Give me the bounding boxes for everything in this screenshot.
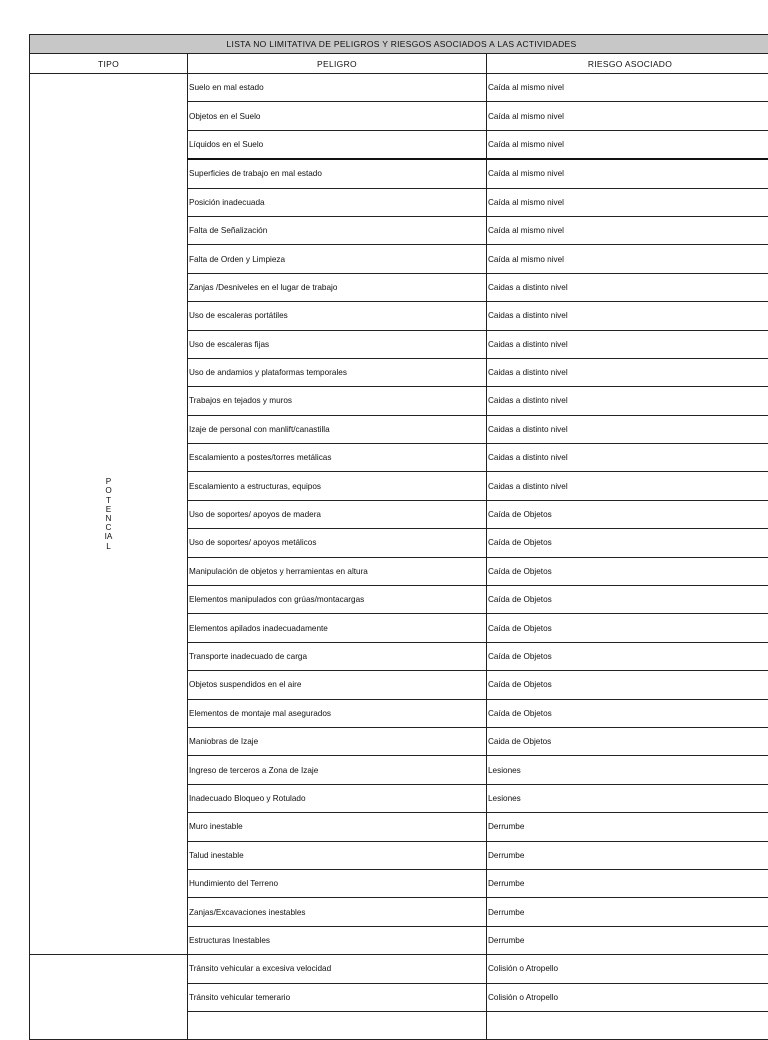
table-row <box>30 74 768 102</box>
peligro-cell <box>188 273 487 301</box>
riesgo-text: Caída al mismo nivel <box>487 226 768 235</box>
riesgo-text: Derrumbe <box>487 879 768 888</box>
peligro-text: Elementos manipulados con grúas/montacargas <box>188 595 486 604</box>
peligro-text: Zanjas/Excavaciones inestables <box>188 908 486 917</box>
riesgo-cell <box>487 869 768 897</box>
peligro-cell <box>188 472 487 500</box>
peligro-text: Falta de Orden y Limpieza <box>188 255 486 264</box>
riesgo-cell <box>487 841 768 869</box>
peligro-text: Líquidos en el Suelo <box>188 140 486 149</box>
riesgo-text: Caída al mismo nivel <box>487 112 768 121</box>
peligro-text: Izaje de personal con manlift/canastilla <box>188 425 486 434</box>
peligro-cell <box>188 756 487 784</box>
peligro-text: Uso de escaleras portátiles <box>188 311 486 320</box>
riesgo-text: Caidas a distinto nivel <box>487 368 768 377</box>
riesgo-cell <box>487 188 768 216</box>
peligro-cell <box>188 358 487 386</box>
peligro-cell <box>188 216 487 244</box>
riesgo-text: Lesiones <box>487 766 768 775</box>
table-title: LISTA NO LIMITATIVA DE PELIGROS Y RIESGOS ASOCIADOS A LAS ACTIVIDADES <box>30 35 768 54</box>
peligro-text: Escalamiento a postes/torres metálicas <box>188 453 486 462</box>
table-body <box>30 74 768 1040</box>
peligro-text: Hundimiento del Terreno <box>188 879 486 888</box>
riesgo-cell <box>487 216 768 244</box>
peligro-text: Trabajos en tejados y muros <box>188 396 486 405</box>
riesgo-text: Caída al mismo nivel <box>487 198 768 207</box>
riesgo-text: Derrumbe <box>487 851 768 860</box>
peligro-cell <box>188 841 487 869</box>
peligro-cell <box>188 898 487 926</box>
riesgo-text: Caidas a distinto nivel <box>487 453 768 462</box>
riesgo-text: Caidas a distinto nivel <box>487 340 768 349</box>
peligro-text: Muro inestable <box>188 822 486 831</box>
riesgo-text: Derrumbe <box>487 908 768 917</box>
riesgo-text: Caidas a distinto nivel <box>487 283 768 292</box>
peligro-text: Elementos de montaje mal asegurados <box>188 709 486 718</box>
peligro-cell <box>188 444 487 472</box>
peligro-cell <box>188 330 487 358</box>
riesgo-cell <box>487 926 768 954</box>
riesgo-cell <box>487 699 768 727</box>
riesgo-cell <box>487 330 768 358</box>
peligro-cell <box>188 983 487 1011</box>
peligro-cell <box>188 557 487 585</box>
peligro-text: Posición inadecuada <box>188 198 486 207</box>
riesgo-text: Caída de Objetos <box>487 567 768 576</box>
riesgo-cell <box>487 245 768 273</box>
peligro-text: Talud inestable <box>188 851 486 860</box>
peligro-text: Zanjas /Desniveles en el lugar de trabajo <box>188 283 486 292</box>
column-header-peligro: PELIGRO <box>188 54 487 74</box>
riesgo-text: Derrumbe <box>487 936 768 945</box>
riesgo-text: Caída de Objetos <box>487 595 768 604</box>
peligro-text: Transporte inadecuado de carga <box>188 652 486 661</box>
riesgo-cell <box>487 130 768 159</box>
peligro-text: Uso de soportes/ apoyos de madera <box>188 510 486 519</box>
peligro-text: Falta de Señalización <box>188 226 486 235</box>
riesgo-cell <box>487 358 768 386</box>
peligro-text: Uso de andamios y plataformas temporales <box>188 368 486 377</box>
riesgo-cell <box>487 955 768 983</box>
riesgo-cell <box>487 614 768 642</box>
peligro-cell <box>188 642 487 670</box>
peligro-text: Estructuras Inestables <box>188 936 486 945</box>
riesgo-cell <box>487 159 768 188</box>
riesgo-text: Caída de Objetos <box>487 709 768 718</box>
riesgo-cell <box>487 302 768 330</box>
riesgo-text: Caída al mismo nivel <box>487 83 768 92</box>
peligro-cell <box>188 529 487 557</box>
peligro-text: Uso de escaleras fijas <box>188 340 486 349</box>
peligro-cell <box>188 159 487 188</box>
peligro-cell <box>188 784 487 812</box>
riesgo-cell <box>487 273 768 301</box>
peligro-cell <box>188 245 487 273</box>
riesgo-cell <box>487 102 768 130</box>
riesgo-text: Caída de Objetos <box>487 624 768 633</box>
peligro-cell <box>188 955 487 983</box>
riesgo-cell <box>487 444 768 472</box>
riesgo-cell <box>487 671 768 699</box>
riesgo-text: Caída de Objetos <box>487 680 768 689</box>
peligro-text: Elementos apilados inadecuadamente <box>188 624 486 633</box>
tipo-label: POTENCIAL <box>105 477 113 551</box>
riesgo-text: Caidas a distinto nivel <box>487 482 768 491</box>
peligro-text: Superficies de trabajo en mal estado <box>188 169 486 178</box>
peligro-cell <box>188 1011 487 1039</box>
riesgo-text: Caidas a distinto nivel <box>487 396 768 405</box>
riesgo-text: Caída de Objetos <box>487 510 768 519</box>
riesgo-cell <box>487 756 768 784</box>
riesgo-cell <box>487 898 768 926</box>
tipo-cell <box>30 74 188 955</box>
riesgo-cell <box>487 983 768 1011</box>
column-header-tipo: TIPO <box>30 54 188 74</box>
peligro-text: Tránsito vehicular a excesiva velocidad <box>188 964 486 973</box>
peligro-cell <box>188 415 487 443</box>
riesgo-cell <box>487 586 768 614</box>
peligro-cell <box>188 500 487 528</box>
riesgo-cell <box>487 500 768 528</box>
peligro-text: Objetos en el Suelo <box>188 112 486 121</box>
riesgo-text: Caída de Objetos <box>487 652 768 661</box>
riesgo-text: Caida de Objetos <box>487 737 768 746</box>
peligro-cell <box>188 727 487 755</box>
peligro-cell <box>188 586 487 614</box>
riesgo-text: Caída al mismo nivel <box>487 140 768 149</box>
riesgo-cell <box>487 813 768 841</box>
peligro-cell <box>188 102 487 130</box>
peligro-cell <box>188 813 487 841</box>
riesgo-cell <box>487 557 768 585</box>
riesgo-cell <box>487 784 768 812</box>
column-header-riesgo: RIESGO ASOCIADO <box>487 54 768 74</box>
peligro-cell <box>188 699 487 727</box>
peligro-cell <box>188 74 487 102</box>
riesgo-text: Caída de Objetos <box>487 538 768 547</box>
riesgo-cell <box>487 472 768 500</box>
tipo-cell <box>30 955 188 1040</box>
peligro-text: Maniobras de Izaje <box>188 737 486 746</box>
peligro-cell <box>188 302 487 330</box>
peligro-cell <box>188 387 487 415</box>
riesgo-text: Colisión o Atropello <box>487 964 768 973</box>
hazard-risk-sheet <box>29 34 768 1040</box>
peligro-text: Ingreso de terceros a Zona de Izaje <box>188 766 486 775</box>
riesgo-text: Lesiones <box>487 794 768 803</box>
peligro-cell <box>188 188 487 216</box>
riesgo-cell <box>487 387 768 415</box>
peligro-cell <box>188 869 487 897</box>
peligro-cell <box>188 130 487 159</box>
riesgo-text: Caída al mismo nivel <box>487 255 768 264</box>
riesgo-cell <box>487 642 768 670</box>
peligro-text: Inadecuado Bloqueo y Rotulado <box>188 794 486 803</box>
peligro-text: Uso de soportes/ apoyos metálicos <box>188 538 486 547</box>
riesgo-cell <box>487 74 768 102</box>
riesgo-cell <box>487 1011 768 1039</box>
riesgo-text: Colisión o Atropello <box>487 993 768 1002</box>
peligro-text: Suelo en mal estado <box>188 83 486 92</box>
riesgo-text: Caída al mismo nivel <box>487 169 768 178</box>
peligro-cell <box>188 671 487 699</box>
peligro-text: Objetos suspendidos en el aire <box>188 680 486 689</box>
peligro-text: Escalamiento a estructuras, equipos <box>188 482 486 491</box>
table-row <box>30 955 768 983</box>
riesgo-text: Derrumbe <box>487 822 768 831</box>
riesgo-cell <box>487 529 768 557</box>
peligro-cell <box>188 614 487 642</box>
hazard-risk-table <box>29 34 768 1040</box>
riesgo-text: Caidas a distinto nivel <box>487 311 768 320</box>
riesgo-cell <box>487 415 768 443</box>
peligro-text: Tránsito vehicular temerario <box>188 993 486 1002</box>
peligro-text: Manipulación de objetos y herramientas en altura <box>188 567 486 576</box>
riesgo-cell <box>487 727 768 755</box>
riesgo-text: Caidas a distinto nivel <box>487 425 768 434</box>
peligro-cell <box>188 926 487 954</box>
